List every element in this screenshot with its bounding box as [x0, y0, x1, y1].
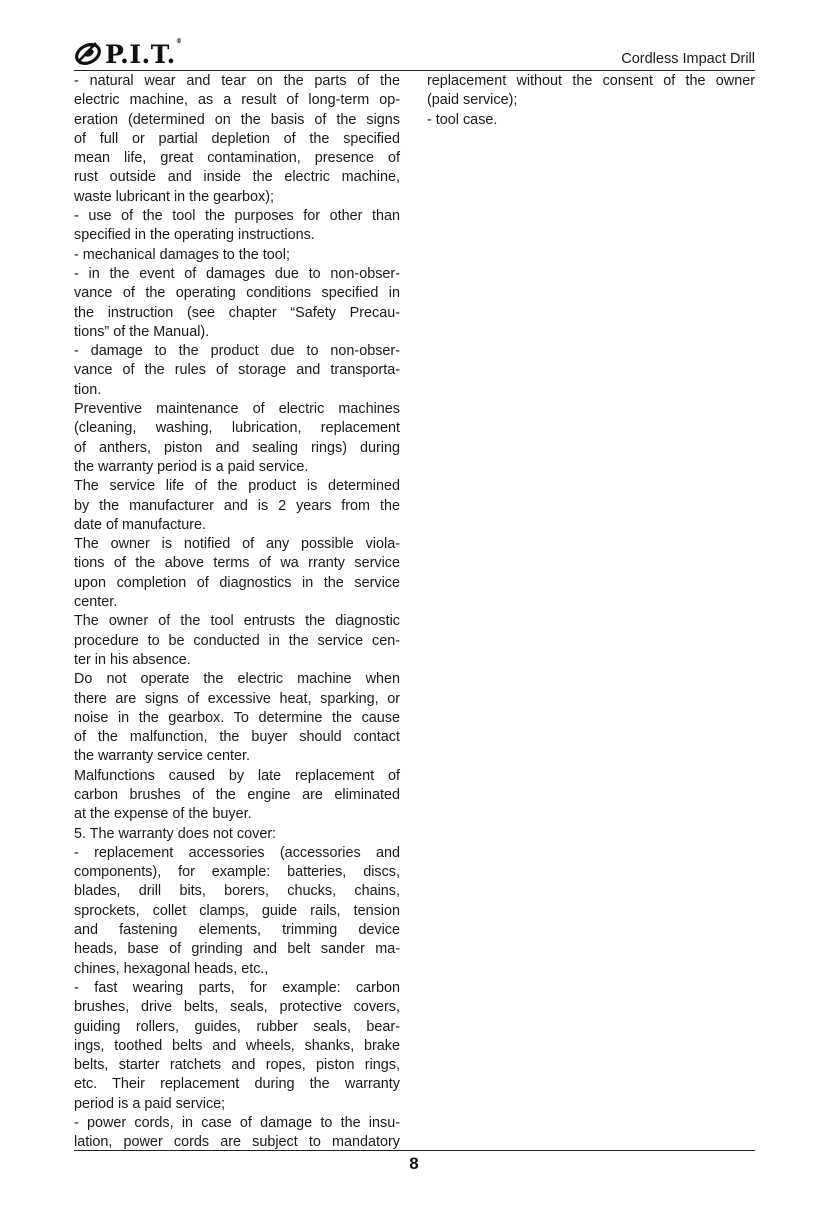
left-text-column: [74, 72, 400, 1153]
text-line: belts, starter ratchets and ropes, piston rings,: [74, 1057, 400, 1074]
text-line: of anthers, piston and sealing rings) during: [74, 439, 400, 456]
text-line: - fast wearing parts, for example: carbon: [74, 979, 400, 996]
header-divider: [74, 70, 755, 71]
text-line: vance of the rules of storage and transporta-: [74, 362, 400, 379]
text-line: at the expense of the buyer.: [74, 806, 252, 823]
text-line: and fastening elements, trimming device: [74, 922, 400, 939]
text-line: upon completion of diagnostics in the service: [74, 574, 400, 591]
text-line: The owner is notified of any possible viola-: [74, 536, 400, 553]
text-line: procedure to be conducted in the service cen-: [74, 632, 400, 649]
text-line: heads, base of grinding and belt sander ma-: [74, 941, 400, 958]
text-line: tions of the above terms of wa rranty service: [74, 555, 400, 572]
brand-logo: [74, 36, 182, 70]
text-line: waste lubricant in the gearbox);: [74, 188, 274, 205]
text-line: - mechanical damages to the tool;: [74, 246, 290, 263]
text-line: sprockets, collet clamps, guide rails, tension: [74, 902, 400, 919]
text-line: eration (determined on the basis of the signs: [74, 111, 400, 128]
text-line: Preventive maintenance of electric machines: [74, 401, 400, 418]
text-line: - use of the tool the purposes for other than: [74, 208, 400, 225]
text-line: - in the event of damages due to non-obser-: [74, 265, 400, 282]
text-line: guiding rollers, guides, rubber seals, bear-: [74, 1018, 400, 1035]
text-line: carbon brushes of the engine are eliminated: [74, 786, 400, 803]
page-header: [74, 36, 755, 70]
text-line: the instruction (see chapter “Safety Precau-: [74, 304, 400, 321]
text-line: specified in the operating instructions.: [74, 227, 315, 244]
page-number: 8: [409, 1154, 419, 1173]
document-title: Cordless Impact Drill: [621, 51, 755, 67]
text-line: of the malfunction, the buyer should contact: [74, 729, 400, 746]
text-line: The service life of the product is determined: [74, 478, 400, 495]
text-line: - natural wear and tear on the parts of the: [74, 73, 400, 89]
text-line: brushes, drive belts, seals, protective covers,: [74, 999, 400, 1016]
text-line: the warranty service center.: [74, 748, 250, 765]
text-line: Malfunctions caused by late replacement of: [74, 767, 400, 784]
text-line: lation, power cords are subject to mandatory: [74, 1134, 400, 1151]
text-line: vance of the operating conditions specified in: [74, 285, 400, 302]
registered-mark: ®: [175, 37, 183, 45]
text-line: chines, hexagonal heads, etc.,: [74, 960, 269, 977]
pit-logo-icon: [74, 40, 104, 66]
text-line: center.: [74, 594, 118, 611]
text-line: the warranty period is a paid service.: [74, 458, 309, 475]
text-line: period is a paid service;: [74, 1095, 226, 1112]
text-line: ter in his absence.: [74, 651, 191, 668]
text-line: Do not operate the electric machine when: [74, 671, 400, 688]
text-line: of full or partial depletion of the specified: [74, 130, 400, 147]
text-line: - tool case.: [427, 111, 498, 128]
text-line: electric machine, as a result of long-term op-: [74, 92, 400, 109]
text-line: - power cords, in case of damage to the insu-: [74, 1115, 400, 1132]
text-line: blades, drill bits, borers, chucks, chains,: [74, 883, 400, 900]
text-line: - replacement accessories (accessories and: [74, 844, 400, 861]
text-line: 5. The warranty does not cover:: [74, 825, 277, 842]
text-line: date of manufacture.: [74, 516, 206, 533]
text-line: replacement without the consent of the owner: [427, 73, 755, 89]
text-line: rust outside and inside the electric machine,: [74, 169, 400, 186]
text-line: there are signs of excessive heat, sparking, or: [74, 690, 400, 707]
text-line: tions” of the Manual).: [74, 323, 210, 340]
text-line: by the manufacturer and is 2 years from the: [74, 497, 400, 514]
text-line: (paid service);: [427, 92, 518, 109]
text-line: ings, toothed belts and wheels, shanks, brake: [74, 1037, 400, 1054]
text-line: components), for example: batteries, discs,: [74, 864, 400, 881]
text-line: - damage to the product due to non-obser-: [74, 343, 400, 360]
text-line: etc. Their replacement during the warranty: [74, 1076, 400, 1093]
text-line: noise in the gearbox. To determine the cause: [74, 709, 400, 726]
footer-divider: [74, 1150, 755, 1151]
text-line: The owner of the tool entrusts the diagnostic: [74, 613, 400, 630]
text-line: (cleaning, washing, lubrication, replacement: [74, 420, 400, 437]
text-line: tion.: [74, 381, 102, 398]
right-text-column: [427, 72, 755, 130]
text-line: mean life, great contamination, presence of: [74, 150, 400, 167]
brand-name: P.I.T.®: [105, 37, 183, 69]
